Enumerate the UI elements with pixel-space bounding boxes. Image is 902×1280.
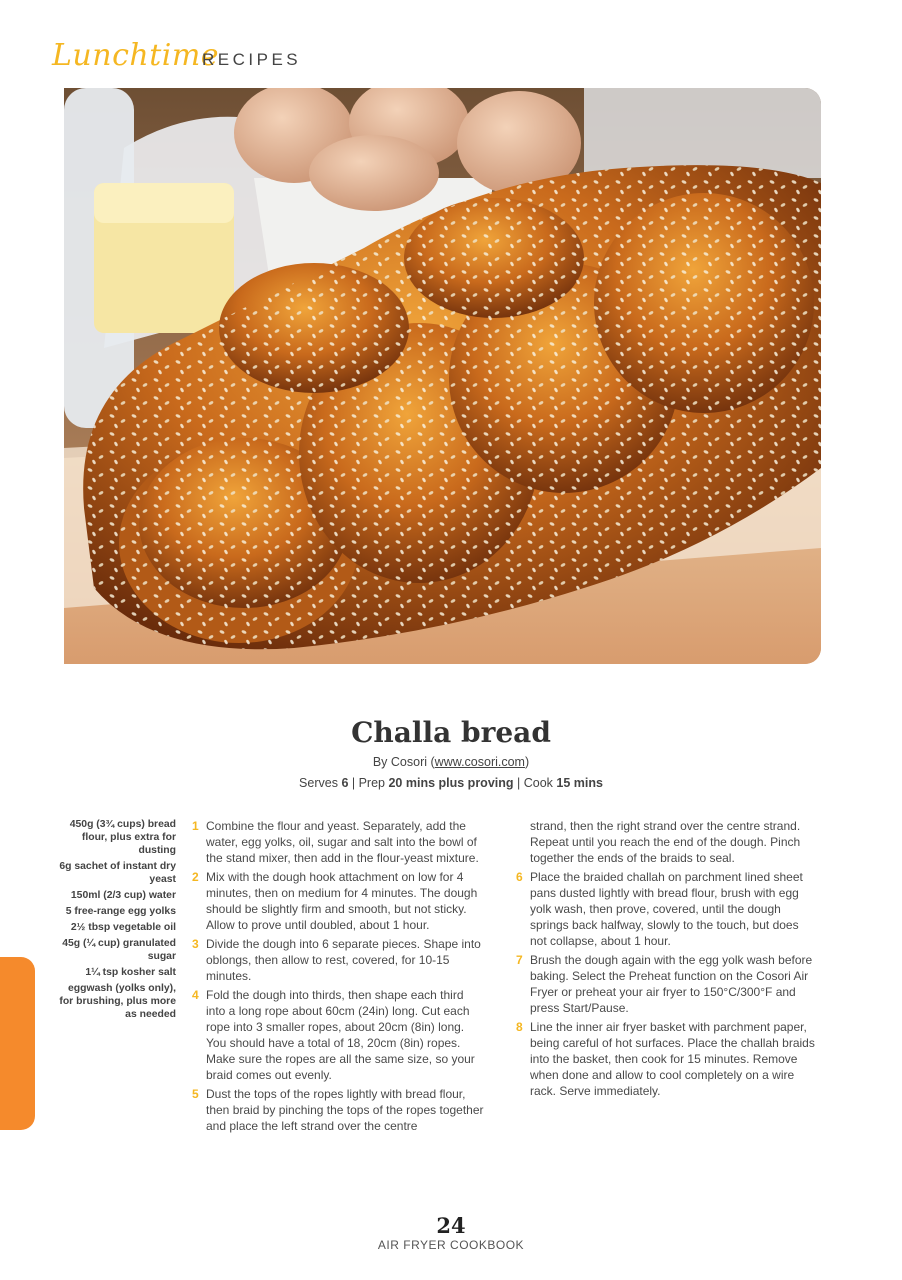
ingredients-list bbox=[56, 818, 176, 1024]
method-step bbox=[516, 1019, 816, 1099]
method-column-1 bbox=[192, 818, 484, 1137]
step-number: 5 bbox=[192, 1087, 199, 1101]
step-text: Place the braided challah on parchment lined sheet pans dusted lightly with bread flour, brush with egg yolk wash, then prove, covered, until the dough springs back halfway, slowly to the touch, but does not collapse, about 1 hour. bbox=[530, 870, 803, 948]
recipe-title: Challa bread bbox=[351, 716, 551, 749]
method-step bbox=[516, 869, 816, 949]
ingredient-item: 150ml (2/3 cup) water bbox=[70, 890, 176, 901]
step-text: Combine the flour and yeast. Separately, add the water, egg yolks, oil, sugar and salt into the bowl of the stand mixer, then add in the flour-yeast mixture. bbox=[206, 819, 479, 865]
byline-suffix: ) bbox=[524, 755, 530, 769]
byline-prefix: By Cosori ( bbox=[372, 755, 435, 769]
recipes-section-label: RECIPES bbox=[202, 50, 302, 69]
step-text: Line the inner air fryer basket with parchment paper, being careful of hot surfaces. Place the challah braids into the basket, then cook for 15 minutes. Remove when done and allow to cool completely on a wire rack. Serve immediately. bbox=[530, 1020, 815, 1098]
ingredient-item: 5 free-range egg yolks bbox=[65, 906, 176, 917]
step-text: Fold the dough into thirds, then shape each third into a long rope about 60cm (24in) long. Cut each rope into 3 smaller ropes, about 20cm (8in) long. You should have a total of 18, 20cm (8in) ropes. Make sure the ropes are all the same size, so your braid comes out evenly. bbox=[206, 988, 475, 1082]
step-number: 2 bbox=[192, 870, 199, 884]
ingredient-item: 2½ tbsp vegetable oil bbox=[70, 922, 176, 933]
method-column-2 bbox=[516, 818, 816, 1102]
ingredient-item: 450g (3¾ cups) bread flour, plus extra for dusting bbox=[69, 819, 176, 856]
cosori-website-link[interactable]: www.cosori.com bbox=[434, 755, 525, 769]
step-number: 6 bbox=[516, 870, 523, 884]
method-step bbox=[192, 1086, 484, 1134]
method-step bbox=[516, 952, 816, 1016]
page-footer bbox=[0, 1214, 902, 1252]
orange-edge-tab bbox=[0, 957, 35, 1130]
step-text: Divide the dough into 6 separate pieces. Shape into oblongs, then allow to rest, covered, for 10-15 minutes. bbox=[206, 937, 481, 983]
step-number: 1 bbox=[192, 819, 199, 833]
lunchtime-script-title: Lunchtime bbox=[52, 38, 220, 73]
step-number: 4 bbox=[192, 988, 199, 1002]
step-text: Brush the dough again with the egg yolk wash before baking. Select the Preheat function on the Cosori Air Fryer or preheat your air fryer to 150°C/300°F and press Start/Pause. bbox=[530, 953, 813, 1015]
step-text: Dust the tops of the ropes lightly with bread flour, then braid by pinching the tops of the ropes together and place the left strand over the centre bbox=[206, 1087, 484, 1133]
prep-label: Prep bbox=[358, 776, 385, 790]
step-text: Mix with the dough hook attachment on low for 4 minutes, then on medium for 4 minutes. The dough should be slightly firm and smooth, but not sticky. Allow to prove until doubled, about 1 hour. bbox=[206, 870, 478, 932]
step-number: 7 bbox=[516, 953, 523, 967]
step-number: 8 bbox=[516, 1020, 523, 1034]
serves-label: Serves bbox=[299, 776, 338, 790]
method-step bbox=[192, 936, 484, 984]
serves-value: 6 bbox=[341, 776, 349, 790]
method-step bbox=[192, 869, 484, 933]
ingredient-item: 1¼ tsp kosher salt bbox=[85, 967, 176, 978]
method-step bbox=[192, 987, 484, 1083]
cook-value: 15 mins bbox=[556, 776, 603, 790]
page-number: 24 bbox=[436, 1213, 466, 1238]
meta-separator: | bbox=[513, 776, 524, 790]
step-continuation-text: strand, then the right strand over the centre strand. Repeat until you reach the end of the dough. Pinch together the ends of the braids to seal. bbox=[530, 819, 801, 865]
challah-bread-photo bbox=[64, 88, 821, 664]
recipe-meta bbox=[0, 776, 902, 790]
cook-label: Cook bbox=[523, 776, 553, 790]
step-number: 3 bbox=[192, 937, 199, 951]
book-title: AIR FRYER COOKBOOK bbox=[377, 1238, 525, 1252]
prep-value: 20 mins plus proving bbox=[388, 776, 514, 790]
ingredient-item: 6g sachet of instant dry yeast bbox=[59, 861, 176, 885]
recipe-title-block bbox=[0, 716, 902, 790]
meta-separator: | bbox=[348, 776, 359, 790]
method-step bbox=[192, 818, 484, 866]
recipe-byline bbox=[0, 755, 902, 769]
ingredient-item: 45g (¼ cup) granulated sugar bbox=[62, 938, 176, 962]
ingredient-item: eggwash (yolks only), for brushing, plus more as needed bbox=[59, 983, 176, 1020]
